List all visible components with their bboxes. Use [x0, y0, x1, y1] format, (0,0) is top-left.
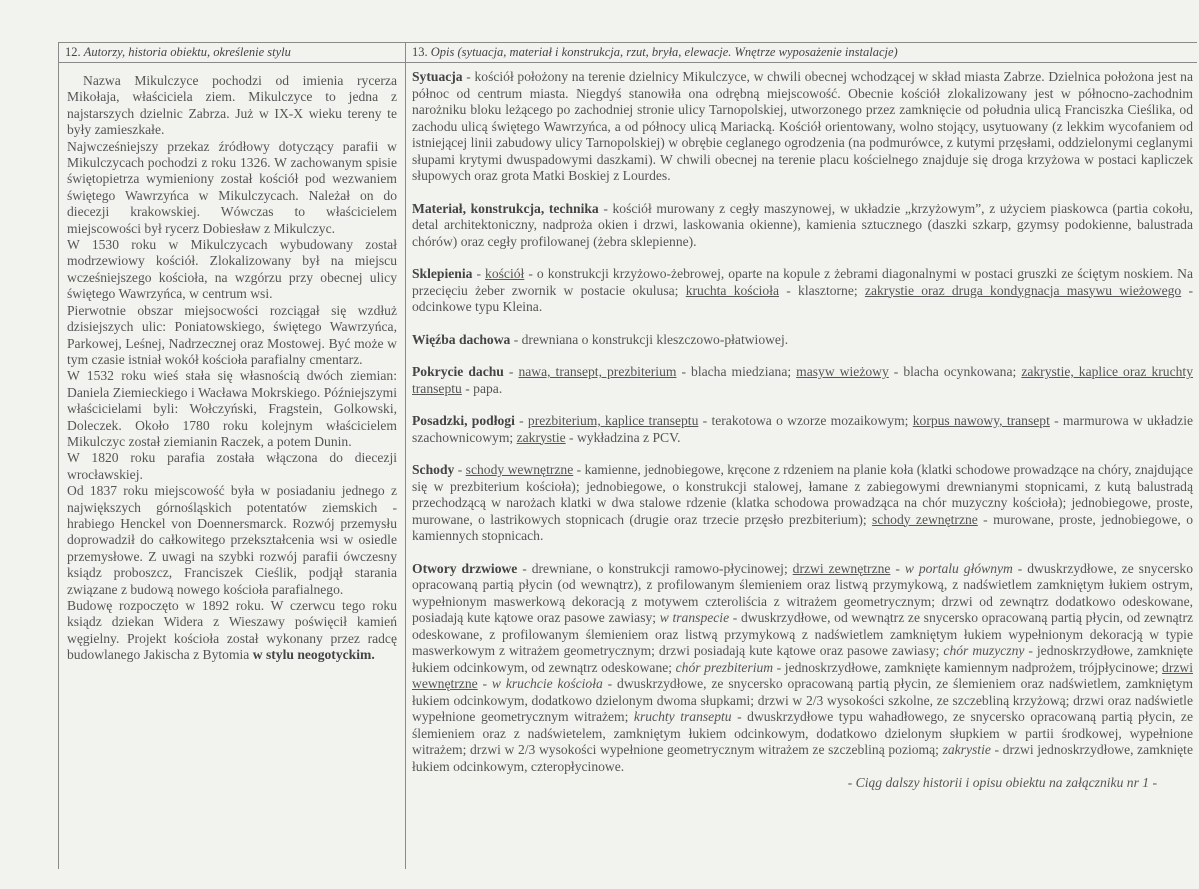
paragraph-text: - blacha ocynkowana; [888, 364, 1022, 379]
paragraph-text: - dwuskrzydłowe, ze snycersko opracowaną partią płycin, ze ślemieniem oraz nadświetlem, zamkniętym łukiem odcinkowym, dodatkowo dzielonym dwoma słupkami; drzwi w 2/3 wysokości szkolne, ze szczebliną krzyżową; drzwi oraz nadświetle wypełnione geometrycznym witrażem; [412, 676, 1193, 724]
location-label: chór muzyczny [943, 643, 1025, 658]
paragraph-heading: Schody [412, 462, 455, 477]
paragraph-text: - jednoskrzydłowe, zamknięte kamiennym nadprożem, trójpłycinowe; [773, 659, 1163, 675]
description-text [406, 63, 1197, 775]
continuation-note: - Ciąg dalszy historii i opisu obiektu na załączniku nr 1 - [847, 775, 1157, 790]
paragraph-text: Najwcześniejszy przekaz źródłowy dotyczący parafii w Mikulczycach pochodzi z roku 1326. W zachowanym spisie świętopietrza wymieniony został kościół pod wezwaniem świętego Wawrzyńca w Mikulczycach. Należał on do diecezji krakowskiej. Wówczas to właścicielem miejscowości był rycerz Dobiesław z Mikulczyc. [67, 138, 397, 236]
paragraph-heading: Sklepienia [412, 266, 473, 281]
paragraph-text: - odcinkowe typu Kleina. [412, 282, 1193, 314]
paragraph-text: Od 1837 roku miejscowość była w posiadaniu jednego z największych górnośląskich potentatów ziemskich - hrabiego Henckel von Doennersmarck. Rozwój przemysłu doprowadził do całkowitego przekształcenia wsi w osiedle przemysłowe. Z uwagi na szybki rozwój parafii ówczesny ksiądz proboszcz, Franciszek Cieślik, podjął starania związane z budową nowego kościoła parafialnego. [67, 483, 397, 597]
history-paragraph [67, 73, 397, 139]
history-header [59, 43, 405, 63]
description-paragraph [412, 69, 1193, 185]
location-label: zakrystie [942, 742, 991, 757]
description-header [406, 43, 1197, 63]
history-paragraph [67, 139, 397, 237]
paragraph-text: - kamienne, jednobiegowe, kręcone z rdzeniem na planie koła (klatki schodowe prowadzące na chóry, znajdujące się w prezbiterium kościoła); jednobiegowe, o konstrukcji stalowej, łamane z zabiegowymi drewnianymi stopnicami, z kutą balustradą przechodzącą w narożach klatki w dwa stalowe rdzenie (klatka schodowa prowadząca na chór muzyczny kościoła); jednobiegowe, proste, murowane, o lastrikowych stopnicach (drugie oraz trzecie przęsło prezbiterium); [412, 462, 1194, 527]
paragraph-text: - [514, 413, 528, 428]
element-label: korpus nawowy, transept [912, 413, 1050, 428]
paragraph-text: W 1532 roku wieś stała się własnością dwóch ziemian: Daniela Ziemieckiego i Wacława Mokrskiego. Późniejszymi właścicielami byli: Wołczyński, Fragstein, Golkowski, Doleczek. Około 1780 roku kolejnym właścicielem Mikulczyc został ziemianin Raczek, a potem Dunin. [67, 368, 397, 449]
history-paragraph [67, 483, 397, 598]
paragraph-text: W 1530 roku w Mikulczycach wybudowany został modrzewiowy kościół. Zlokalizowany był na miejscu wcześniejszego kościoła, na wzgórzu przy obecnej ulicy świętego Wawrzyńca, w centrum wsi. [67, 237, 397, 302]
description-paragraph [412, 266, 1193, 316]
paragraph-text: - [890, 560, 905, 576]
description-paragraph [412, 462, 1193, 545]
paragraph-heading: Posadzki, podłogi [412, 413, 515, 428]
paragraph-heading: Materiał, konstrukcja, technika [412, 200, 599, 216]
history-paragraph [67, 303, 397, 369]
element-label: zakrystie [516, 429, 566, 445]
element-label: drzwi wewnętrzne [412, 659, 1193, 691]
paragraph-text: - blacha miedziana; [676, 364, 797, 379]
paragraph-text: - [454, 462, 466, 477]
paragraph-text: - drewniana o konstrukcji kleszczowo-płatwiowej. [510, 331, 789, 347]
section-number: 12. [65, 45, 81, 59]
element-label: zakrystie oraz druga kondygnacja masywu wieżowego [864, 282, 1182, 298]
paragraph-text: - dwuskrzydłowe typu wahadłowego, ze snycersko opracowaną partią płycin, ze ślemieniem oraz z nadświetelem, zamkniętym łukiem odcinkowym, dodatkowo dzielonym słupkiem w partii środkowej, wypełnione witrażem; drzwi w 2/3 wysokości wypełnione geometrycznym witrażem ze szczebliną poziomą; [412, 709, 1193, 757]
paragraph-text: - papa. [461, 380, 503, 396]
paragraph-heading: Więźba dachowa [412, 331, 511, 347]
location-label: kruchty transeptu [633, 709, 732, 724]
location-label: w portalu głównym [904, 560, 1013, 576]
paragraph-text: - marmurowa w układzie szachownicowym; [412, 413, 1194, 445]
element-label: nawa, transept, prezbiterium [518, 364, 677, 379]
description-paragraph [412, 201, 1193, 251]
paragraph-text: - wykładzina z PCV. [565, 429, 681, 445]
paragraph-text: - o konstrukcji krzyżowo-żebrowej, oparte na kopule z żebrami diagonalnymi w postaci gruszki ze ściętym noskiem. Na przecięciu żeber zwornik w postacie okulusa; [412, 266, 1193, 298]
history-paragraph [67, 368, 397, 450]
style-emphasis: w stylu neogotyckim. [252, 647, 375, 663]
description-paragraph [412, 561, 1193, 776]
element-label: masyw wieżowy [796, 364, 889, 379]
section-number: 13. [412, 45, 428, 59]
description-paragraph [412, 332, 1193, 349]
history-text [59, 63, 405, 664]
section-title: Opis (sytuacja, materiał i konstrukcja, rzut, bryła, elewacje. Wnętrze wyposażenie instalacje) [430, 45, 898, 59]
paragraph-text: - murowane, proste, jednobiegowe, o kamiennych stopnicach. [412, 511, 1193, 543]
description-column [406, 43, 1197, 869]
paragraph-heading: Otwory drzwiowe [412, 560, 518, 576]
paragraph-text: - jednoskrzydłowe, zamknięte łukiem odcinkowym, od zewnątrz odeskowane; [412, 643, 1193, 675]
paragraph-text: - terakotowa o wzorze mozaikowym; [698, 413, 913, 428]
history-column [59, 43, 406, 869]
paragraph-text: - [503, 364, 519, 379]
element-label: kościół [485, 266, 525, 281]
element-label: kruchta kościoła [685, 282, 780, 298]
paragraph-text: - drzwi jednoskrzydłowe, zamknięte łukiem odcinkowym, czteropłycinowe. [412, 742, 1193, 774]
paragraph-heading: Pokrycie dachu [412, 364, 504, 379]
paragraph-text: - [472, 266, 486, 281]
paragraph-text: - dwuskrzydłowe, ze snycersko opracowaną partią płycin (od wewnątrz), z profilowanym ślemieniem oraz listwą przymykową, z nadświetlem zamkniętym łukiem ostrym, wypełnionym maswerkową dekoracją z motywem czteroliścia z witrażem geometrycznym; drzwi od zewnątrz dodatkowo odeskowane, posiadają kute kątowe oraz pasowe zawiasy; [412, 560, 1194, 625]
history-paragraph [67, 450, 397, 483]
history-paragraph [67, 598, 397, 664]
paragraph-text: - drewniane, o konstrukcji ramowo-płycinowej; [517, 560, 793, 576]
paragraph-text: Nazwa Mikulczyce pochodzi od imienia rycerza Mikołaja, właściciela ziem. Mikulczyce to jedna z najstarszych dzielnic Zabrza. Już w IX-X wieku tereny te były zamieszkałe. [67, 73, 397, 138]
paragraph-text: - kościół murowany z cegły maszynowej, w układzie „krzyżowym”, z użyciem piaskowca (partia cokołu, detal architektoniczny, nadproża okien i drzwi, laskowania okienne), kamienia sztucznego (daszki szkarp, gzymsy podokienne, balustrada chórów) oraz cegły profilowanej (żebra sklepienne). [412, 200, 1193, 249]
history-paragraph [67, 237, 397, 303]
element-label: drzwi zewnętrzne [792, 560, 891, 576]
element-label: prezbiterium, kaplice transeptu [527, 413, 699, 428]
description-paragraph [412, 364, 1193, 397]
element-label: zakrystie, kaplice oraz kruchty transeptu [412, 364, 1193, 396]
description-paragraph [412, 413, 1193, 446]
element-label: schody zewnętrzne [872, 511, 978, 527]
section-title: Autorzy, historia obiektu, określenie stylu [83, 45, 291, 59]
form-sheet [58, 42, 1197, 869]
paragraph-text: Pierwotnie obszar miejsocwości rozciągał się wzdłuż dzisiejszych ulic: Poniatowskiego, świętego Wawrzyńca, Parkowej, Leśnej, Nadrzecznej oraz Mostowej. Być może w tym czasie istniał wokół kościoła parafialny cmentarz. [67, 302, 397, 367]
location-label: w kruchcie kościoła [491, 676, 603, 691]
location-label: chór prezbiterium [675, 659, 774, 675]
paragraph-text: - dwuskrzydłowe, od wewnątrz ze snycersko opracowaną partią płycin, od zewnątrz odeskowane, z profilowanym ślemieniem oraz listwą przymykową z nadświetlem zamkniętym łukiem wypełnionym dekoracją w typie maswerkowym z witrażem geometrycznym; drzwi posiadają kute kątowe oraz pasowe zawiasy; [412, 610, 1194, 658]
paragraph-text: Budowę rozpoczęto w 1892 roku. W czerwcu tego roku ksiądz dziekan Widera z Wieszawy poświęcił kamień węgielny. Projekt kościoła został wykonany przez radcę budowlanego Jakischa z Bytomia [67, 598, 397, 663]
paragraph-text: - klasztorne; [779, 282, 865, 298]
paragraph-text: - [477, 676, 492, 691]
paragraph-text: W 1820 roku parafia została włączona do diecezji wrocławskiej. [67, 450, 397, 482]
paragraph-text: - kościół położony na terenie dzielnicy Mikulczyce, w chwili obecnej wchodzącej w skład miasta Zabrze. Dzielnica położona jest na północ od centrum miasta. Niegdyś stanowiła ona odrębną miejscowość. Obecnie kościół zlokalizowany jest w północno-zachodnim narożniku bloku leżącego po zachodniej stronie ulicy Tarnopolskiej, utworzonego przez zamknięcie od południa ulicą Franciszka Cieślika, od zachodu ulicą świętego Wawrzyńca, a od północy ulicą Mariacką. Kościół orientowany, wolno stojący, usytuowany (z lekkim wycofaniem od istniejącej linii zabudowy ulicy Tarnopolskiej) w obrębie ceglanego ogrodzenia (na podmurówce, z kutymi przęsłami, oddzielonymi ceglanymi słupami krytymi dwuspadowymi daszkami). W chwili obecnej na terenie placu kościelnego znajduje się droga krzyżowa w postaci kapliczek słupowych oraz grota Matki Boskiej z Lourdes. [412, 69, 1193, 183]
element-label: schody wewnętrzne [465, 462, 574, 477]
location-label: w transpecie [659, 610, 730, 625]
paragraph-heading: Sytuacja [412, 69, 463, 84]
